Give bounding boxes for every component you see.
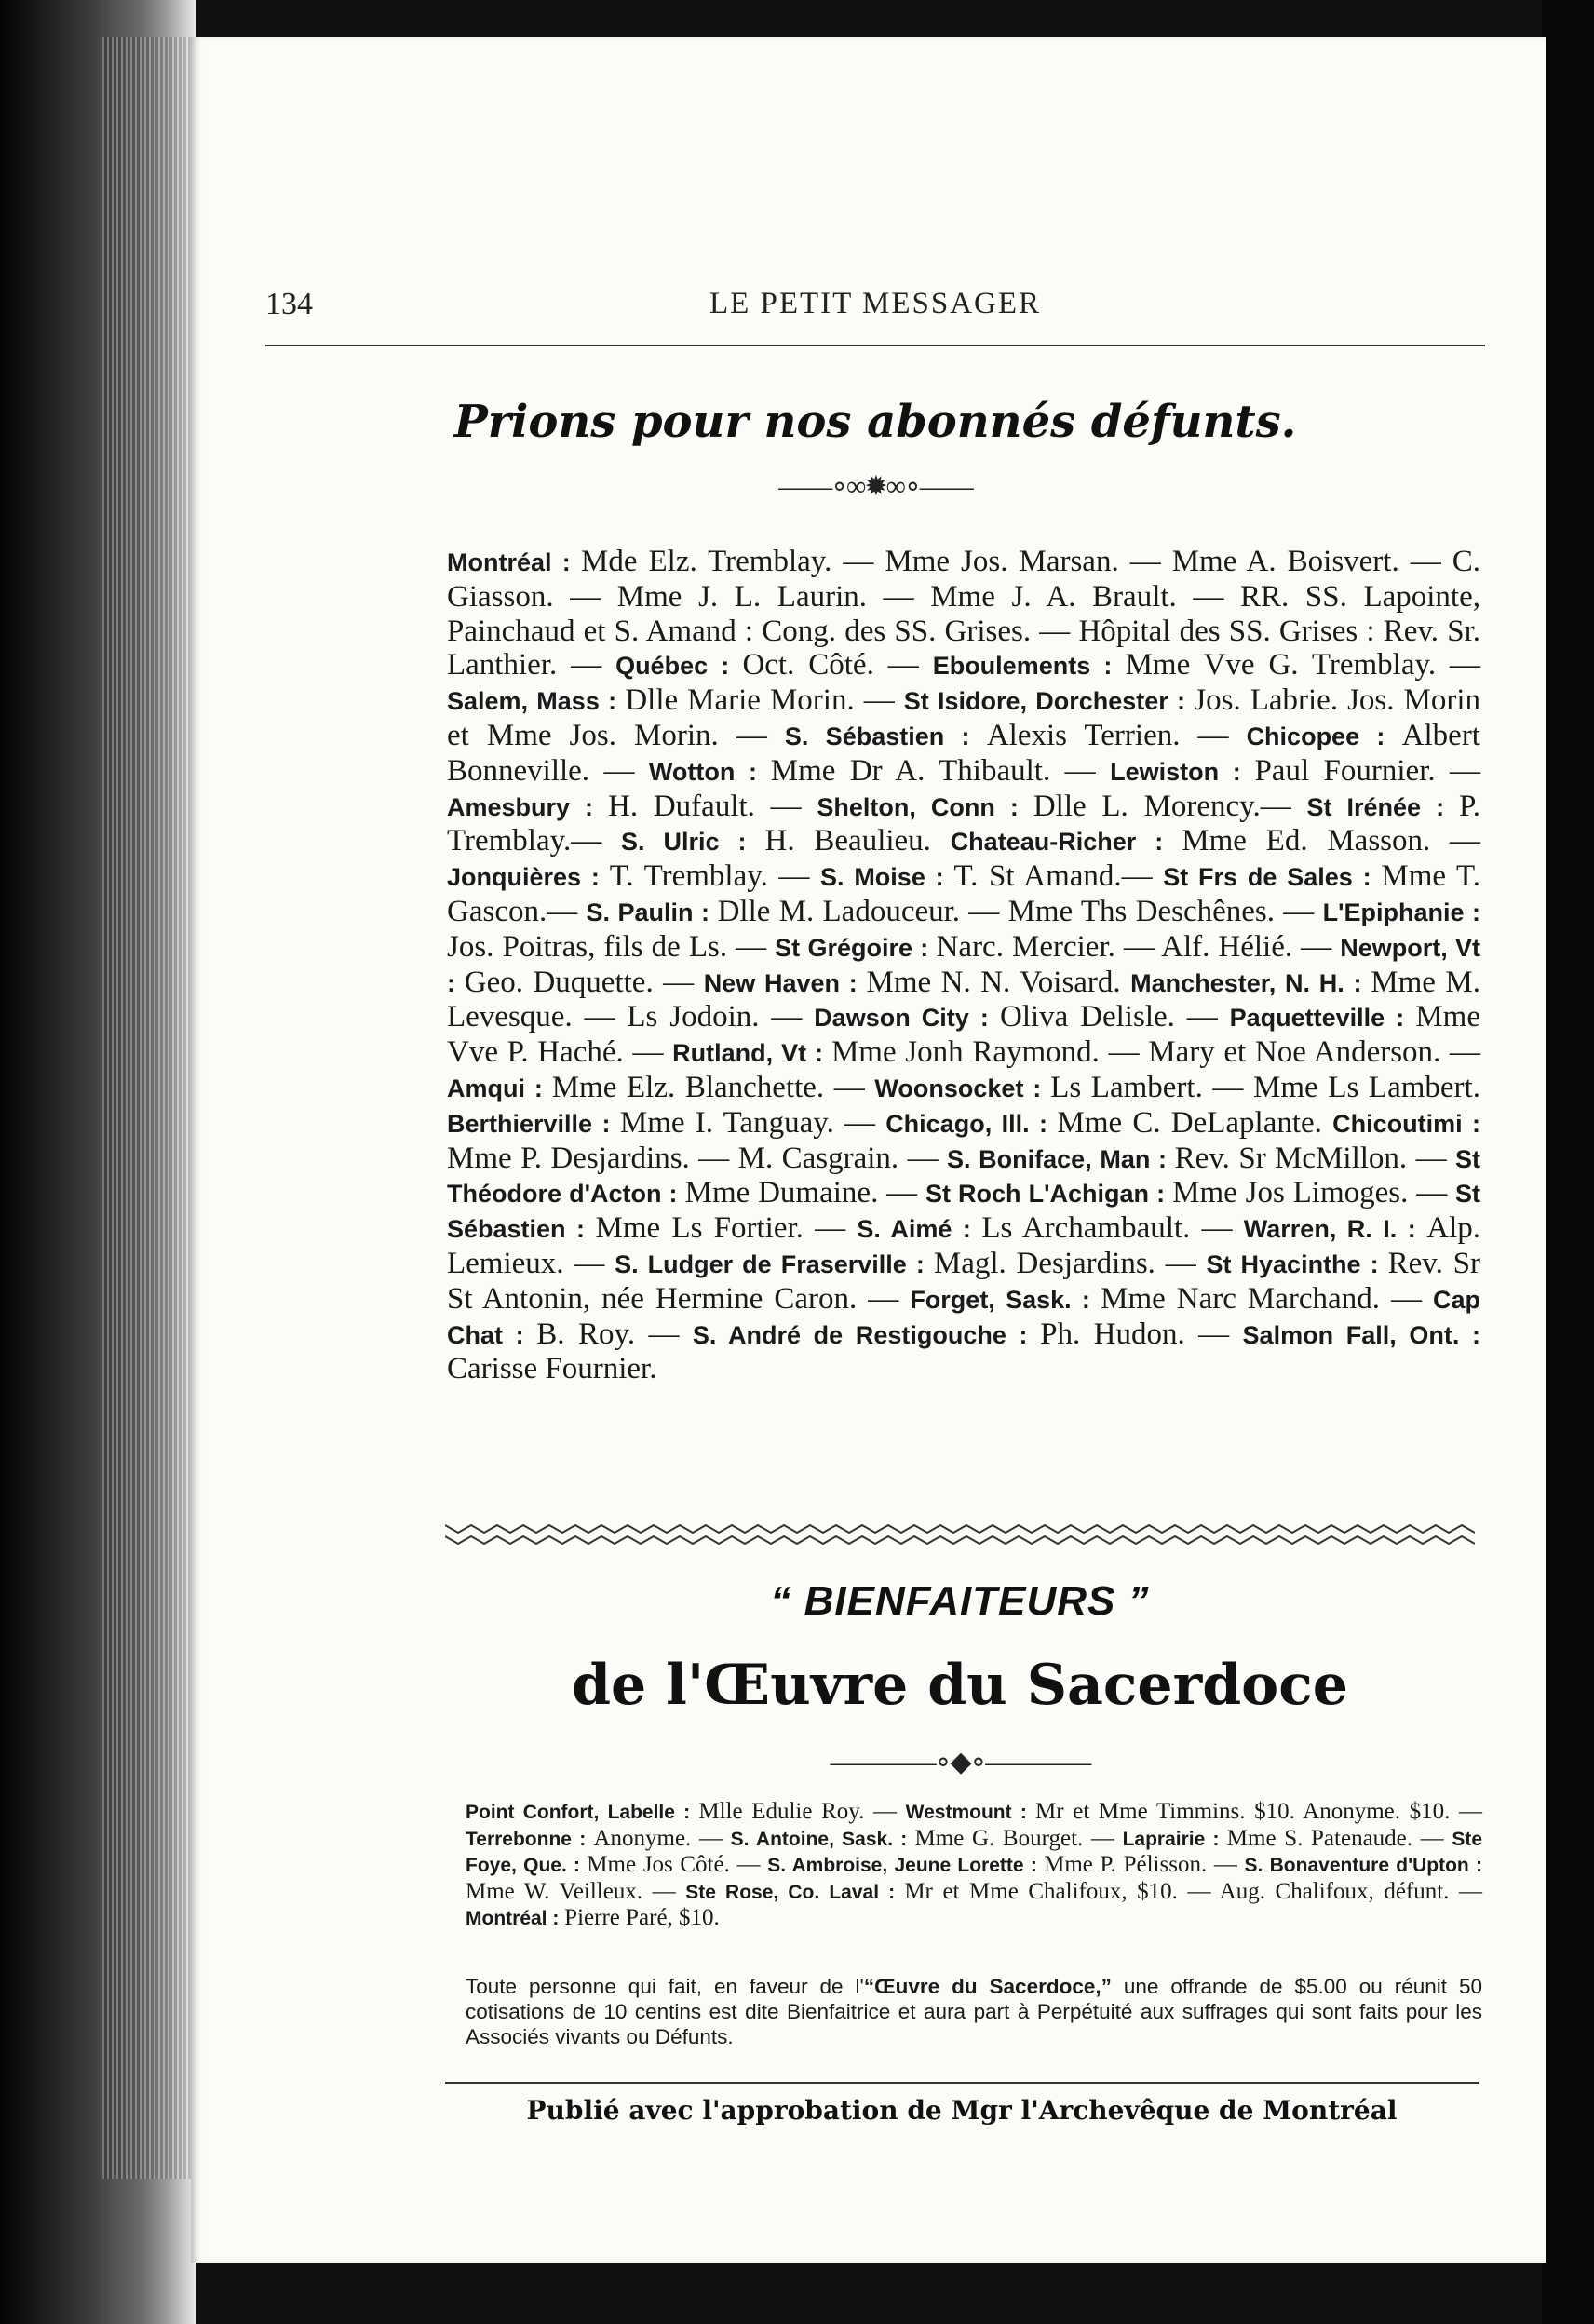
- obituary-place: Québec :: [615, 652, 743, 681]
- obituary-place: S. Ludger de Fraserville :: [615, 1250, 934, 1278]
- obituary-names: Mme I. Tanguay. —: [619, 1105, 886, 1140]
- obituary-names: Mme Elz. Blanchette. —: [551, 1070, 875, 1104]
- obituary-names: Ls Lambert. — Mme Ls Lambert.: [1050, 1070, 1480, 1104]
- obituary-place: Cap Chat :: [447, 1285, 1480, 1349]
- benefactor-place: Point Confort, Labelle :: [466, 1802, 699, 1823]
- obituary-place: L'Epiphanie :: [1322, 898, 1481, 926]
- note-names: une offrande de $5.00 ou réunit 50 cotisations de 10 centins est dite Bienfaitrice et aura part à Perpétuité aux suffrages qui sont faits pour les Associés vivants ou Défunts.: [466, 1975, 1482, 2048]
- benefactor-place: Terrebonne :: [466, 1828, 594, 1850]
- benefactor-names: Mr et Mme Chalifoux, $10. — Aug. Chalifoux, défunt. —: [904, 1878, 1482, 1904]
- obituary-names: Rev. Sr McMillon. —: [1174, 1141, 1455, 1175]
- benefactor-place: Montréal :: [466, 1908, 565, 1929]
- benefactor-names: Mme Jos Côté. —: [587, 1852, 768, 1877]
- benefactor-place: Ste Foye, Que. :: [466, 1828, 1483, 1876]
- zigzag-rule: [445, 1520, 1475, 1551]
- benefactors-heading: “ BIENFAITEURS ”: [770, 1578, 1150, 1624]
- obituary-place: St Grégoire :: [775, 933, 937, 962]
- benefactor-names: Mme G. Bourget. —: [914, 1825, 1123, 1851]
- benefactor-names: Mme W. Veilleux. —: [466, 1878, 686, 1904]
- obituary-names: Oct. Côté. —: [742, 648, 933, 682]
- obituary-names: Dlle L. Morency.—: [1033, 789, 1307, 823]
- obituary-names: Jos. Labrie. Jos. Morin et Mme Jos. Morin. —: [447, 683, 1481, 752]
- obituary-names: H. Beaulieu.: [764, 824, 951, 858]
- benefactor-names: Pierre Paré, $10.: [564, 1905, 720, 1930]
- benefactors-list: [466, 1799, 1482, 1932]
- benefactor-place: Laprairie :: [1122, 1828, 1227, 1850]
- obituary-names: Paul Fournier. —: [1254, 753, 1481, 788]
- obituary-place: S. Moise :: [819, 863, 954, 892]
- obituary-place: Amqui :: [447, 1074, 552, 1102]
- obituary-names: Mme Vve G. Tremblay. —: [1125, 648, 1480, 682]
- obituary-names: Mme Ls Fortier. —: [595, 1211, 858, 1246]
- obituary-names: Alexis Terrien. —: [986, 718, 1247, 752]
- running-header: [265, 287, 1485, 335]
- obituary-place: Salmon Fall, Ont. :: [1242, 1320, 1481, 1349]
- obituary-place: S. Ulric :: [620, 828, 765, 857]
- obituary-names: Albert Bonneville. —: [447, 718, 1480, 788]
- benefactor-place: S. Antoine, Sask. :: [730, 1828, 915, 1850]
- book-edge-shadow: [0, 0, 196, 2324]
- obituary-names: Oliva Delisle. —: [1000, 1000, 1230, 1034]
- benefactor-note: [466, 1974, 1482, 2049]
- benefactor-names: Mr et Mme Timmins. $10. Anonyme. $10. —: [1035, 1799, 1483, 1824]
- obituary-place: Chicago, Ill. :: [885, 1109, 1058, 1138]
- obituary-names: Mme Ed. Masson. —: [1182, 824, 1481, 858]
- benefactor-names: Mme P. Pélisson. —: [1044, 1852, 1245, 1877]
- page-stack-edges: [102, 37, 196, 2179]
- obituary-place: Wotton :: [648, 757, 771, 786]
- obituary-place: Chicoutimi :: [1332, 1109, 1481, 1138]
- obituary-place: Dawson City :: [814, 1004, 1000, 1033]
- obituary-place: S. Sébastien :: [784, 722, 987, 750]
- note-place: “Œuvre du Sacerdoce,”: [863, 1975, 1112, 1998]
- note-names: Toute personne qui fait, en faveur de l': [466, 1975, 864, 1998]
- benefactor-place: S. Bonaventure d'Upton :: [1244, 1855, 1482, 1876]
- obituary-names: Carisse Fournier.: [447, 1352, 657, 1386]
- ornament-divider-2: ————∘◆∘————: [830, 1747, 1090, 1777]
- obituary-names: Ls Archambault. —: [981, 1211, 1244, 1246]
- obituary-names: Rev. Sr St Antonin, née Hermine Caron. —: [447, 1246, 1481, 1316]
- obituary-place: St Sébastien :: [447, 1180, 1481, 1244]
- obituary-names: T. Tremblay. —: [609, 859, 820, 894]
- obituary-names: B. Roy. —: [536, 1317, 693, 1351]
- obituary-place: St Irénée :: [1306, 792, 1460, 821]
- obituary-names: H. Dufault. —: [608, 789, 817, 823]
- obituary-place: Salem, Mass :: [447, 687, 626, 716]
- obituary-place: S. Boniface, Man :: [947, 1144, 1175, 1173]
- obituary-names: T. St Amand.—: [953, 859, 1164, 894]
- obituary-place: S. Paulin :: [586, 898, 718, 926]
- obituary-names: Mme Vve P. Haché. —: [447, 1000, 1480, 1070]
- obituary-names: Alp. Lemieux. —: [447, 1211, 1481, 1280]
- approbation-footer: Publié avec l'approbation de Mgr l'Archevêque de Montréal: [526, 2095, 1398, 2126]
- obituary-place: Woonsocket :: [874, 1074, 1051, 1102]
- ornament-divider: ——∘∞✹∞∘——: [778, 471, 972, 502]
- obituary-place: S. André de Restigouche :: [692, 1320, 1041, 1349]
- obituary-place: Shelton, Conn :: [817, 792, 1033, 821]
- obituary-place: Eboulements :: [932, 652, 1126, 681]
- obituary-names: Ph. Hudon. —: [1040, 1317, 1243, 1351]
- obituary-names: Mme Dumaine. —: [684, 1176, 925, 1210]
- footer-rule: [445, 2082, 1479, 2084]
- obituary-heading: Prions pour nos abonnés défunts.: [453, 396, 1297, 448]
- obituary-place: Rutland, Vt :: [672, 1039, 831, 1068]
- obituary-place: Paquetteville :: [1229, 1004, 1416, 1033]
- obituary-names: Mme P. Desjardins. — M. Casgrain. —: [447, 1141, 947, 1175]
- journal-title: LE PETIT MESSAGER: [709, 287, 1042, 320]
- obituary-place: Forget, Sask. :: [910, 1285, 1101, 1314]
- obituary-place: Newport, Vt :: [447, 933, 1480, 997]
- obituary-names: Jos. Poitras, fils de Ls. —: [447, 929, 776, 964]
- obituary-names: Mme C. DeLaplante.: [1057, 1105, 1333, 1140]
- obituary-place: St Hyacinthe :: [1206, 1250, 1388, 1278]
- obituary-place: Warren, R. I. :: [1243, 1215, 1427, 1244]
- obituary-place: Berthierville :: [447, 1109, 620, 1138]
- obituary-names: Mme N. N. Voisard.: [866, 965, 1131, 999]
- obituary-names: Geo. Duquette. —: [464, 965, 704, 999]
- obituary-names: Mme T. Gascon.—: [447, 859, 1480, 928]
- obituary-names: Mde Elz. Tremblay. — Mme Jos. Marsan. — Mme A. Boisvert. — C. Giasson. — Mme J. L. Laurin. — Mme J. A. Brault. — RR. SS. Lapointe, Painchaud et S. Amand : Cong. des SS. Grises. — Hôpital des SS. Grises : Rev. Sr. Lanthier. —: [447, 545, 1480, 682]
- benefactor-place: Westmount :: [905, 1802, 1036, 1823]
- benefactor-names: Anonyme. —: [593, 1825, 731, 1851]
- obituary-names: P. Tremblay.—: [447, 789, 1480, 858]
- obituary-list: [447, 545, 1480, 1386]
- page-number: 134: [265, 287, 313, 321]
- obituary-place: New Haven :: [703, 968, 867, 997]
- obituary-place: Jonquières :: [447, 863, 610, 892]
- obituary-names: Mme M. Levesque. — Ls Jodoin. —: [447, 965, 1480, 1034]
- obituary-place: St Isidore, Dorchester :: [903, 687, 1195, 716]
- obituary-names: Dlle M. Ladouceur. — Mme Ths Deschênes. —: [717, 894, 1323, 928]
- obituary-place: Lewiston :: [1110, 757, 1255, 786]
- header-rule: [265, 345, 1485, 346]
- obituary-names: Mme Jonh Raymond. — Mary et Noe Anderson. —: [831, 1035, 1480, 1070]
- obituary-names: Dlle Marie Morin. —: [625, 683, 904, 718]
- benefactor-place: S. Ambroise, Jeune Lorette :: [767, 1855, 1045, 1876]
- obituary-place: Montréal :: [447, 548, 582, 576]
- obituary-place: Amesbury :: [447, 792, 609, 821]
- oeuvre-subtitle: de l'Œuvre du Sacerdoce: [572, 1653, 1348, 1718]
- benefactor-names: Mme S. Patenaude. —: [1226, 1825, 1452, 1851]
- obituary-names: Narc. Mercier. — Alf. Hélié. —: [936, 929, 1341, 964]
- scan-border: [1542, 0, 1594, 2324]
- obituary-place: Chateau-Richer :: [950, 828, 1182, 857]
- obituary-place: Chicopee :: [1246, 722, 1402, 750]
- obituary-place: Manchester, N. H. :: [1130, 968, 1371, 997]
- obituary-place: St Frs de Sales :: [1163, 863, 1382, 892]
- benefactor-place: Ste Rose, Co. Laval :: [685, 1881, 905, 1903]
- obituary-names: Mme Narc Marchand. —: [1101, 1281, 1433, 1316]
- obituary-names: Mme Jos Limoges. —: [1172, 1176, 1456, 1210]
- obituary-names: Mme Dr A. Thibault. —: [770, 753, 1111, 788]
- obituary-place: St Théodore d'Acton :: [447, 1144, 1480, 1209]
- obituary-place: St Roch L'Achigan :: [925, 1180, 1173, 1209]
- obituary-place: S. Aimé :: [857, 1215, 982, 1244]
- obituary-names: Magl. Desjardins. —: [933, 1246, 1207, 1280]
- benefactor-names: Mlle Edulie Roy. —: [698, 1799, 906, 1824]
